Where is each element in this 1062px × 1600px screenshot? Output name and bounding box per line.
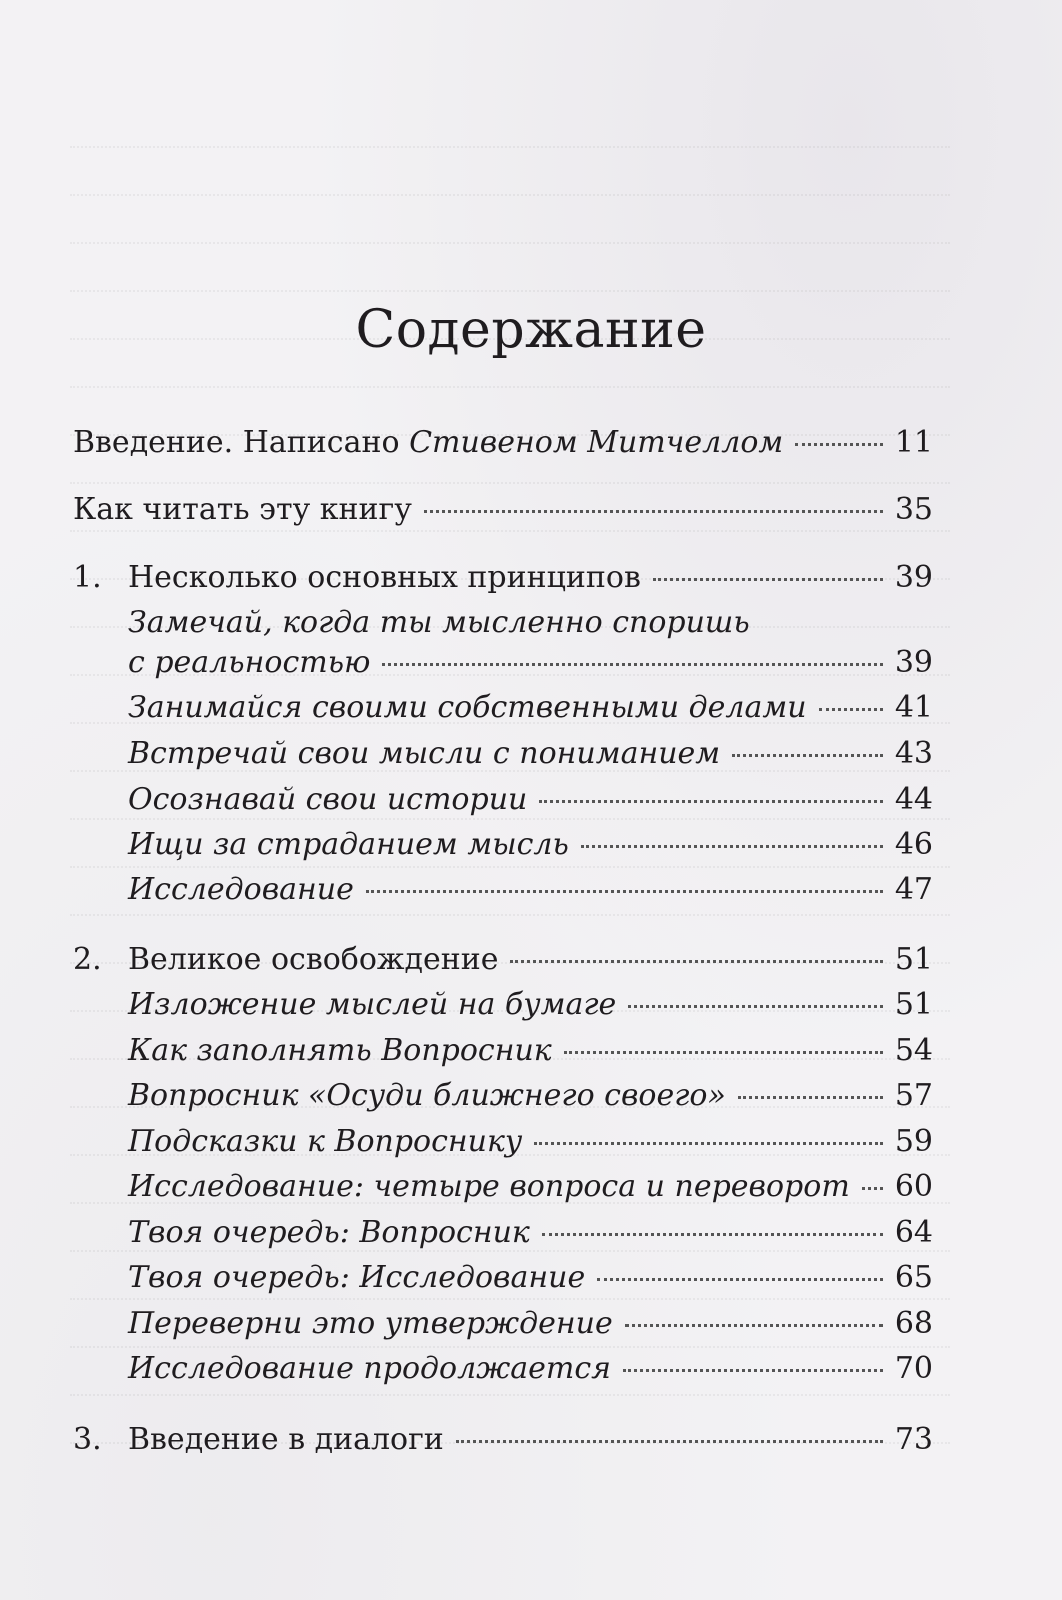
dot-leader bbox=[819, 708, 883, 711]
dot-leader bbox=[424, 510, 883, 513]
dot-leader bbox=[382, 663, 883, 666]
toc-entry-text: Переверни это утверждение bbox=[128, 1306, 613, 1341]
dot-leader bbox=[623, 1369, 883, 1372]
toc-page-number: 39 bbox=[894, 560, 933, 595]
toc-entry-text: Осознавай свои истории bbox=[128, 782, 528, 817]
toc-entry-notice-arguing bbox=[73, 645, 933, 681]
toc-entry-how-to-read bbox=[73, 492, 933, 528]
toc-entry-four-questions bbox=[73, 1169, 933, 1205]
toc-entry-text: Твоя очередь: Вопросник bbox=[128, 1215, 530, 1250]
toc-page-number: 35 bbox=[894, 492, 933, 527]
toc-entry-text-line1: Замечай, когда ты мысленно споришь bbox=[128, 605, 750, 640]
toc-entry-fill-worksheet bbox=[73, 1033, 933, 1069]
toc-chapter-3 bbox=[73, 1422, 933, 1458]
author-name: Стивеном Митчеллом bbox=[409, 425, 784, 460]
toc-entry-text: Подсказки к Вопроснику bbox=[128, 1124, 523, 1159]
toc-page-number: 54 bbox=[894, 1033, 933, 1068]
toc-entry-suffering-thought bbox=[73, 827, 933, 863]
toc-page-number: 68 bbox=[894, 1306, 933, 1341]
toc-entry-text: Как заполнять Вопросник bbox=[128, 1033, 552, 1068]
toc-entry-text: Великое освобождение bbox=[128, 942, 499, 977]
dot-leader bbox=[542, 1233, 883, 1236]
toc-entry-worksheet-hints bbox=[73, 1124, 933, 1160]
toc-entry-text: Введение в диалоги bbox=[128, 1422, 444, 1457]
dot-leader bbox=[581, 845, 883, 848]
toc-page-number: 70 bbox=[894, 1351, 933, 1386]
toc-page-number: 57 bbox=[894, 1078, 933, 1113]
dot-leader bbox=[862, 1187, 883, 1190]
dot-leader bbox=[510, 960, 883, 963]
toc-page-number: 51 bbox=[894, 942, 933, 977]
dot-leader bbox=[534, 1142, 883, 1145]
toc-entry-own-business bbox=[73, 690, 933, 726]
toc-page-number: 46 bbox=[894, 827, 933, 862]
chapter-number: 1. bbox=[73, 560, 102, 595]
toc-chapter-2 bbox=[73, 942, 933, 978]
toc-entry-text: с реальностью bbox=[128, 645, 371, 680]
toc-entry-text: Исследование bbox=[128, 872, 354, 907]
toc-page-number: 44 bbox=[894, 782, 933, 817]
toc-chapter-1 bbox=[73, 560, 933, 596]
page-title: Содержание bbox=[355, 300, 707, 360]
toc-entry-text: Введение. Написано Стивеном Митчеллом bbox=[73, 425, 784, 460]
dot-leader bbox=[653, 578, 883, 581]
toc-entry-text: Как читать эту книгу bbox=[73, 492, 412, 527]
toc-entry-writing-thoughts bbox=[73, 987, 933, 1023]
toc-entry-text: Встречай свои мысли с пониманием bbox=[128, 736, 721, 771]
toc-entry-meet-thoughts bbox=[73, 736, 933, 772]
toc-page-number: 47 bbox=[894, 872, 933, 907]
toc-entry-stories bbox=[73, 782, 933, 818]
toc-page-number: 39 bbox=[894, 645, 933, 680]
dot-leader bbox=[366, 890, 883, 893]
toc-page-number: 64 bbox=[894, 1215, 933, 1250]
dot-leader bbox=[625, 1324, 883, 1327]
toc-entry-introduction bbox=[73, 425, 933, 461]
toc-entry-your-turn-inquiry bbox=[73, 1260, 933, 1296]
toc-entry-text: Ищи за страданием мысль bbox=[128, 827, 569, 862]
toc-entry-your-turn-worksheet bbox=[73, 1215, 933, 1251]
toc-entry-text: Твоя очередь: Исследование bbox=[128, 1260, 586, 1295]
toc-entry-text: Изложение мыслей на бумаге bbox=[128, 987, 617, 1022]
toc-entry-text: Несколько основных принципов bbox=[128, 560, 641, 595]
toc-entry-text: Исследование: четыре вопроса и переворот bbox=[128, 1169, 850, 1204]
toc-page-number: 65 bbox=[894, 1260, 933, 1295]
toc-entry-text: Исследование продолжается bbox=[128, 1351, 612, 1386]
toc-entry-judge-neighbor bbox=[73, 1078, 933, 1114]
dot-leader bbox=[597, 1278, 883, 1281]
toc-page-number: 51 bbox=[894, 987, 933, 1022]
toc-entry-wrap-line bbox=[73, 605, 933, 641]
toc-page-number: 43 bbox=[894, 736, 933, 771]
dot-leader bbox=[628, 1005, 883, 1008]
toc-entry-turnaround bbox=[73, 1306, 933, 1342]
toc-page-number: 11 bbox=[894, 425, 933, 460]
dot-leader bbox=[564, 1051, 883, 1054]
toc-entry-inquiry-continues bbox=[73, 1351, 933, 1387]
toc-entry-text: Вопросник «Осуди ближнего своего» bbox=[128, 1078, 726, 1113]
toc-entry-text: Занимайся своими собственными делами bbox=[128, 690, 807, 725]
dot-leader bbox=[539, 800, 883, 803]
toc-page-number: 73 bbox=[894, 1422, 933, 1457]
toc-page-number: 41 bbox=[894, 690, 933, 725]
chapter-number: 2. bbox=[73, 942, 102, 977]
dot-leader bbox=[456, 1440, 883, 1443]
toc-page-number: 60 bbox=[894, 1169, 933, 1204]
dot-leader bbox=[795, 443, 883, 446]
toc-page-number: 59 bbox=[894, 1124, 933, 1159]
dot-leader bbox=[738, 1096, 883, 1099]
dot-leader bbox=[732, 754, 883, 757]
toc-entry-inquiry bbox=[73, 872, 933, 908]
chapter-number: 3. bbox=[73, 1422, 102, 1457]
